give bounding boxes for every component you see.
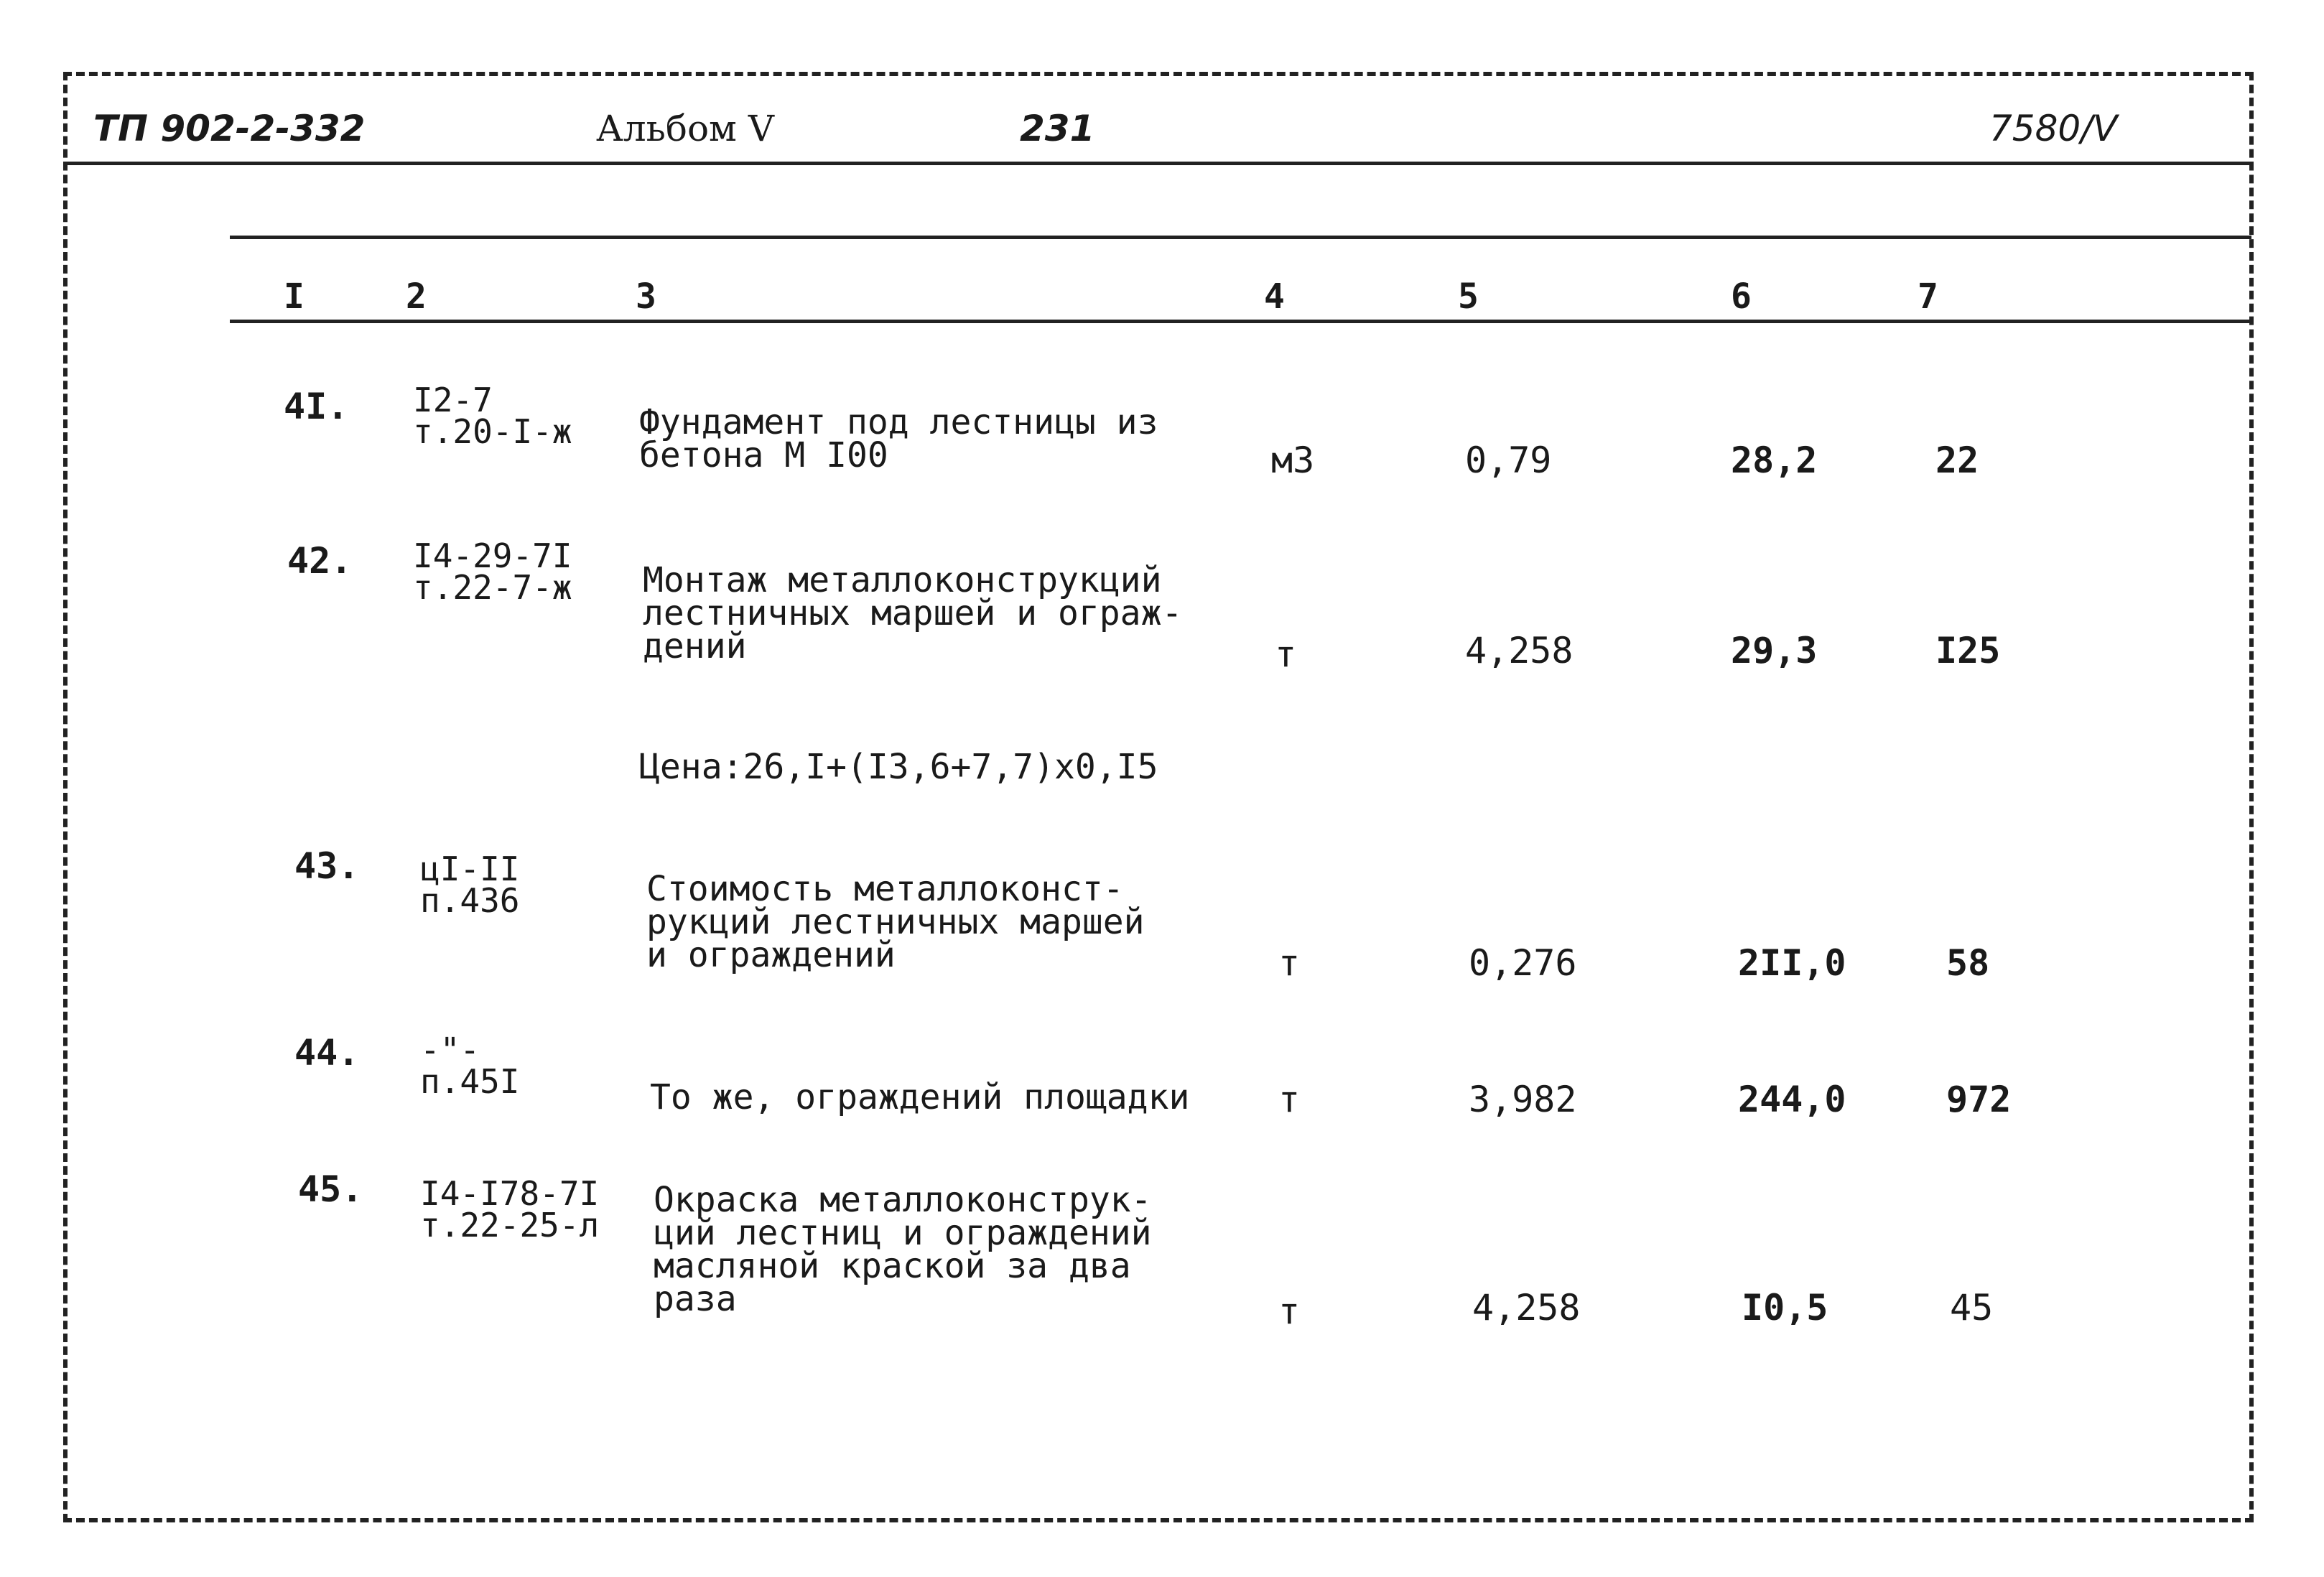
row-total: I25 — [1935, 630, 2001, 671]
row-price: 244,0 — [1738, 1079, 1846, 1120]
row-number: 44. — [294, 1032, 360, 1074]
row-reference: I2-7 т.20-I-ж — [413, 381, 572, 451]
table-header-rule — [230, 320, 2251, 323]
album-label: Альбом V — [596, 108, 774, 149]
row-number: 45. — [298, 1168, 363, 1210]
col-header-2: 2 — [406, 276, 427, 317]
header-rule — [63, 162, 2254, 165]
row-reference: цI-II п.436 — [420, 850, 520, 920]
row-price: I0,5 — [1742, 1287, 1828, 1329]
row-unit: т — [1278, 942, 1301, 984]
row-unit: т — [1275, 633, 1297, 675]
table-top-rule — [230, 236, 2251, 239]
row-quantity: 4,258 — [1465, 630, 1574, 671]
col-header-6: 6 — [1731, 276, 1752, 317]
row-price: 2II,0 — [1738, 942, 1846, 984]
row-reference: I4-29-7I т.22-7-ж — [413, 536, 572, 607]
row-price: 29,3 — [1731, 630, 1818, 671]
page-number: 231 — [1020, 108, 1095, 149]
sheet-number: 7580/V — [1989, 108, 2118, 149]
row-unit: м3 — [1271, 439, 1315, 481]
row-number: 4I. — [284, 386, 349, 427]
price-note: Цена:26,I+(I3,6+7,7)х0,I5 — [639, 747, 1158, 787]
row-price: 28,2 — [1731, 439, 1818, 481]
row-number: 43. — [294, 845, 360, 887]
row-total: 22 — [1935, 439, 1979, 481]
row-description: Монтаж металлоконструкций лестничных маршей и ограж- дений — [643, 560, 1183, 666]
row-quantity: 4,258 — [1472, 1287, 1581, 1329]
row-total: 58 — [1946, 942, 1990, 984]
col-header-7: 7 — [1918, 276, 1938, 317]
row-reference: I4-I78-7I т.22-25-л — [420, 1174, 600, 1245]
row-quantity: 0,79 — [1465, 439, 1552, 481]
row-quantity: 0,276 — [1469, 942, 1577, 984]
row-total: 972 — [1946, 1079, 2012, 1120]
row-description: Окраска металлоконструк- ций лестниц и ограждений масляной краской за два раза — [654, 1180, 1152, 1319]
row-total: 45 — [1950, 1287, 1994, 1329]
row-quantity: 3,982 — [1469, 1079, 1577, 1120]
row-description: То же, ограждений площадки — [650, 1077, 1190, 1117]
row-reference: -"- п.45I — [420, 1031, 520, 1101]
col-header-3: 3 — [636, 276, 656, 317]
row-unit: т — [1278, 1079, 1301, 1120]
row-number: 42. — [287, 540, 353, 582]
row-description: Стоимость металлоконст- рукций лестничных маршей и ограждений — [646, 869, 1145, 975]
project-code: ТП 902-2-332 — [93, 108, 366, 149]
row-unit: т — [1278, 1290, 1301, 1332]
row-description: Фундамент под лестницы из бетона М I00 — [639, 402, 1158, 475]
col-header-5: 5 — [1458, 276, 1479, 317]
col-header-1: I — [284, 276, 305, 317]
col-header-4: 4 — [1264, 276, 1285, 317]
